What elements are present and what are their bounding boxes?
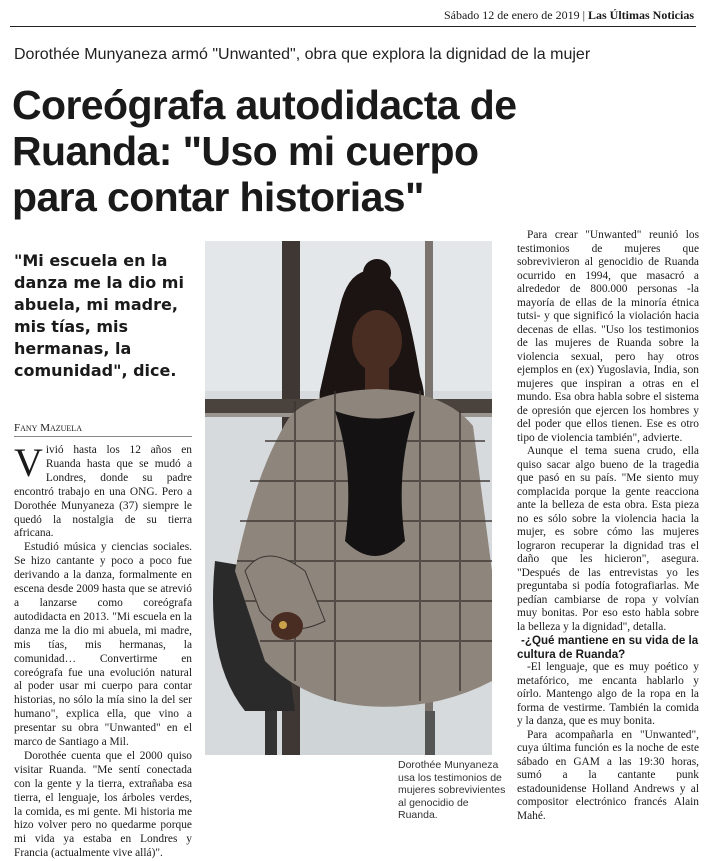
photo-caption: Dorothée Munyaneza usa los testimonios de mujeres sobrevivientes al genocidio de Ruanda. (398, 759, 506, 822)
body-paragraph: Para crear "Unwanted" reunió los testimonios de mujeres que sobrevivieron al genocidio de Ruanda ocurrido en 1994, que masacró a alrededor de 800.000 personas -la mayoría de ellas de la minoría étnica tutsi- y que significó la violación hacia decenas de ellas. "Uso los testimonios de las mujeres de Ruanda sobre la violencia sexual, pero hay otros ejemplos en (ex) Yugoslavia, India, son mujeres que inspiran a otras en el mundo. Esa obra habla sobre el sistema de opresión que ejercen los hombres y del poder que ellos tienen. Ese es otro tipo de violencia también", advierte. (517, 229, 699, 444)
lead-paragraph (14, 440, 192, 541)
article-column-1 (14, 440, 192, 861)
body-paragraph: -El lenguaje, que es muy poético y metafórico, me encanta hablarlo y oírlo. Mantengo algo de la ropa en la forma de vestirme. También la comida y la danza, que es muy bonita. (517, 661, 699, 727)
headline-line: Ruanda: "Uso mi cuerpo (12, 128, 479, 174)
article-kicker: Dorothée Munyaneza armó "Unwanted", obra que explora la dignidad de la mujer (14, 46, 591, 63)
headline-line: para contar historias" (12, 174, 424, 220)
article-photo (205, 241, 492, 755)
lead-text: ivió hasta los 12 años en Ruanda hasta que se mudó a Londres, donde su padre encontró trabajo en una ONG. Pero a Dorothée Munyaneza (37) siempre le quedó la nostalgia de su tierra africana. (14, 444, 192, 540)
header-rule (10, 26, 696, 27)
body-paragraph: Estudió música y ciencias sociales. Se hizo cantante y poco a poco fue derivando a la danza, formalmente en escena desde 2009 hasta que se atrevió a lanzarse como coreógrafa autodidacta en 2013. "Mi escuela en la danza me la dio mi abuela, mi madre, mis tías, mis hermanas, la comunidad… Convertirme en coreógrafa fue una evolución natural al poder usar mi cuerpo para contar historias, no sólo la mía sino la del ser humano", explica ella, que vino a presentar su obra "Unwanted" en el marco de Santiago a Mil. (14, 541, 192, 749)
pull-quote: "Mi escuela en la danza me la dio mi abuela, mi madre, mis tías, mis hermanas, la comunidad", dice. (14, 251, 184, 380)
byline: Fany Mazuela (14, 422, 192, 437)
interview-question: -¿Qué mantiene en su vida de la cultura de Ruanda? (517, 634, 699, 661)
article-column-3 (517, 229, 699, 823)
headline-line: Coreógrafa autodidacta de (12, 82, 517, 128)
body-paragraph: Para acompañarla en "Unwanted", cuya última función es la noche de este sábado en GAM a las 19:30 horas, sumó a la cantante punk estadounidense Holland Andrews y al compositor electrónico francés Alain Mahé. (517, 728, 699, 822)
header-paper-name: Las Últimas Noticias (588, 8, 694, 22)
header-separator: | (582, 8, 585, 22)
portrait-photo-illustration (205, 241, 492, 755)
body-paragraph: Aunque el tema suena crudo, ella quiso sacar algo bueno de la tragedia que pasó en su país. "Me siento muy complacida porque la gente reacciona ante la belleza de esta obra. Esta pieza no es sólo sobre la violencia hacia la mujer, es sobre cómo las mujeres lograron recuperar la dignidad tras el daño que les hicieron", asegura. "Después de las entrevistas yo les preguntaba si podía fotografiarlas. Me pedían cambiarse de ropa y volvían muy bonitas. Por eso esto habla sobre la belleza y la dignidad", detalla. (517, 445, 699, 633)
drop-cap: V (14, 440, 43, 485)
page-header (444, 8, 694, 23)
article-headline (12, 82, 702, 220)
header-date: Sábado 12 de enero de 2019 (443, 8, 580, 22)
body-paragraph: Dorothée cuenta que el 2000 quiso visitar Ruanda. "Me sentí conectada con la gente y la tierra, extrañaba esa tierra, el lenguaje, los árboles verdes, la comida, es mi gente. Mi historia me hizo volver pero no quedarme porque mi vida ya estaba en Londres y Francia (actualmente vive allá)". (14, 749, 192, 860)
